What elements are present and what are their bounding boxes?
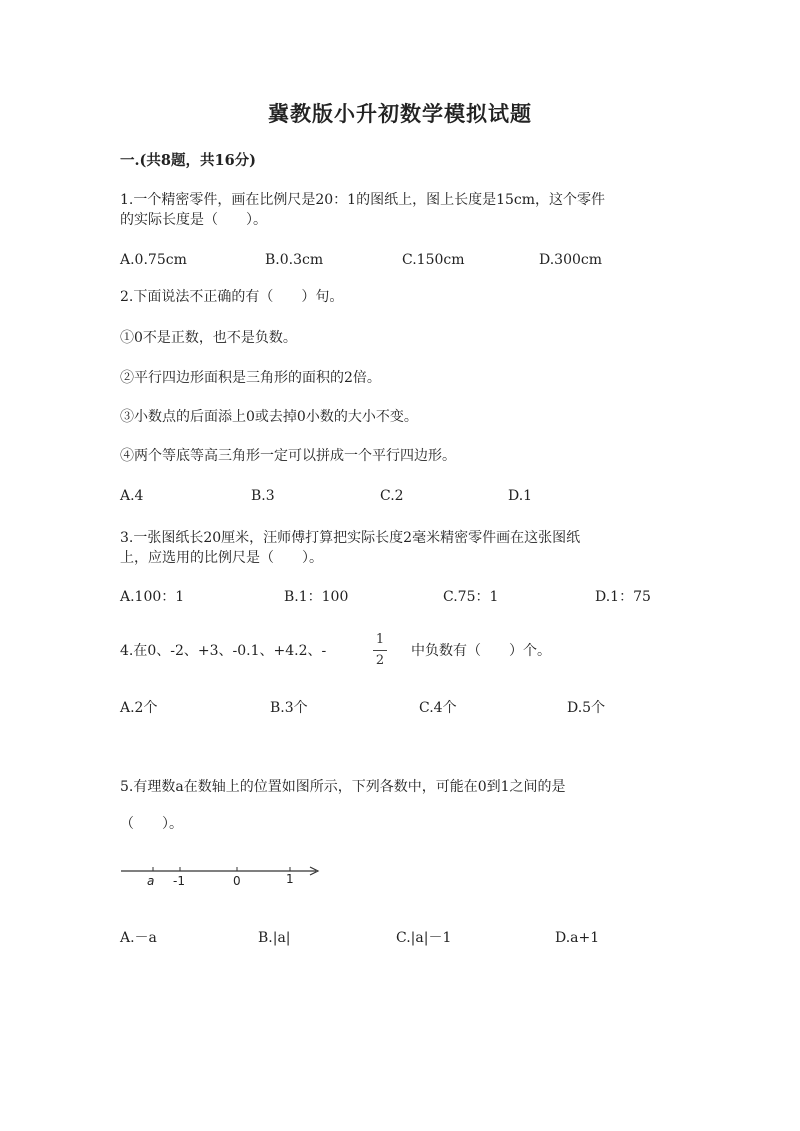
q4-option-c: C.4个 (419, 700, 457, 716)
q1-option-d: D.300cm (539, 252, 603, 268)
q2-option-c: C.2 (380, 488, 404, 504)
axis-label-1: 1 (286, 872, 294, 886)
number-line-arrow (310, 867, 318, 875)
fraction-numerator: 1 (375, 632, 385, 647)
q2-statement-1: ①0不是正数，也不是负数。 (120, 330, 297, 346)
q5-text-line2: （ ）。 (120, 816, 183, 832)
q4-option-d: D.5个 (567, 700, 606, 716)
q4-text-before: 4.在0、-2、+3、-0.1、+4.2、- (120, 643, 327, 659)
q1-option-b: B.0.3cm (265, 252, 324, 268)
q2-option-a: A.4 (120, 488, 144, 504)
q3-text-line1: 3.一张图纸长20厘米，汪师傅打算把实际长度2毫米精密零件画在这张图纸 (120, 530, 581, 546)
q2-option-b: B.3 (251, 488, 275, 504)
q5-option-c: C.|a|－1 (396, 930, 452, 946)
q5-option-d: D.a+1 (555, 930, 600, 946)
q2-option-d: D.1 (508, 488, 533, 504)
page-title: 冀教版小升初数学模拟试题 (268, 101, 532, 126)
q4-option-b: B.3个 (270, 700, 308, 716)
q1-option-c: C.150cm (402, 252, 465, 268)
q3-option-d: D.1：75 (595, 589, 651, 605)
axis-label-0: 0 (233, 874, 241, 888)
axis-label-minus-1: -1 (173, 874, 185, 888)
q4-fraction (373, 632, 387, 669)
q1-option-a: A.0.75cm (120, 252, 187, 268)
q5-option-b: B.|a| (258, 930, 291, 946)
q2-statement-4: ④两个等底等高三角形一定可以拼成一个平行四边形。 (120, 448, 456, 464)
fraction-denominator: 2 (375, 653, 385, 668)
q2-stem: 2.下面说法不正确的有（ ）句。 (120, 289, 344, 305)
q4-text-after: 中负数有（ ）个。 (411, 643, 551, 659)
q2-statement-3: ③小数点的后面添上0或去掉0小数的大小不变。 (120, 409, 418, 425)
q1-text-line2: 的实际长度是（ ）。 (120, 212, 267, 228)
q3-text-line2: 上，应选用的比例尺是（ ）。 (120, 550, 323, 566)
q3-option-c: C.75：1 (443, 589, 499, 605)
q5-text-line1: 5.有理数a在数轴上的位置如图所示，下列各数中，可能在0到1之间的是 (120, 779, 566, 795)
axis-label-a: a (147, 874, 155, 888)
q3-option-b: B.1：100 (284, 589, 349, 605)
fraction-bar (373, 650, 387, 651)
q3-option-a: A.100：1 (120, 589, 185, 605)
q4-option-a: A.2个 (120, 700, 158, 716)
section-heading: 一.(共8题，共16分) (120, 152, 257, 169)
q5-option-a: A.－a (120, 930, 157, 946)
q1-text-line1: 1.一个精密零件，画在比例尺是20：1的图纸上，图上长度是15cm，这个零件 (120, 192, 606, 208)
q2-statement-2: ②平行四边形面积是三角形的面积的2倍。 (120, 370, 381, 386)
